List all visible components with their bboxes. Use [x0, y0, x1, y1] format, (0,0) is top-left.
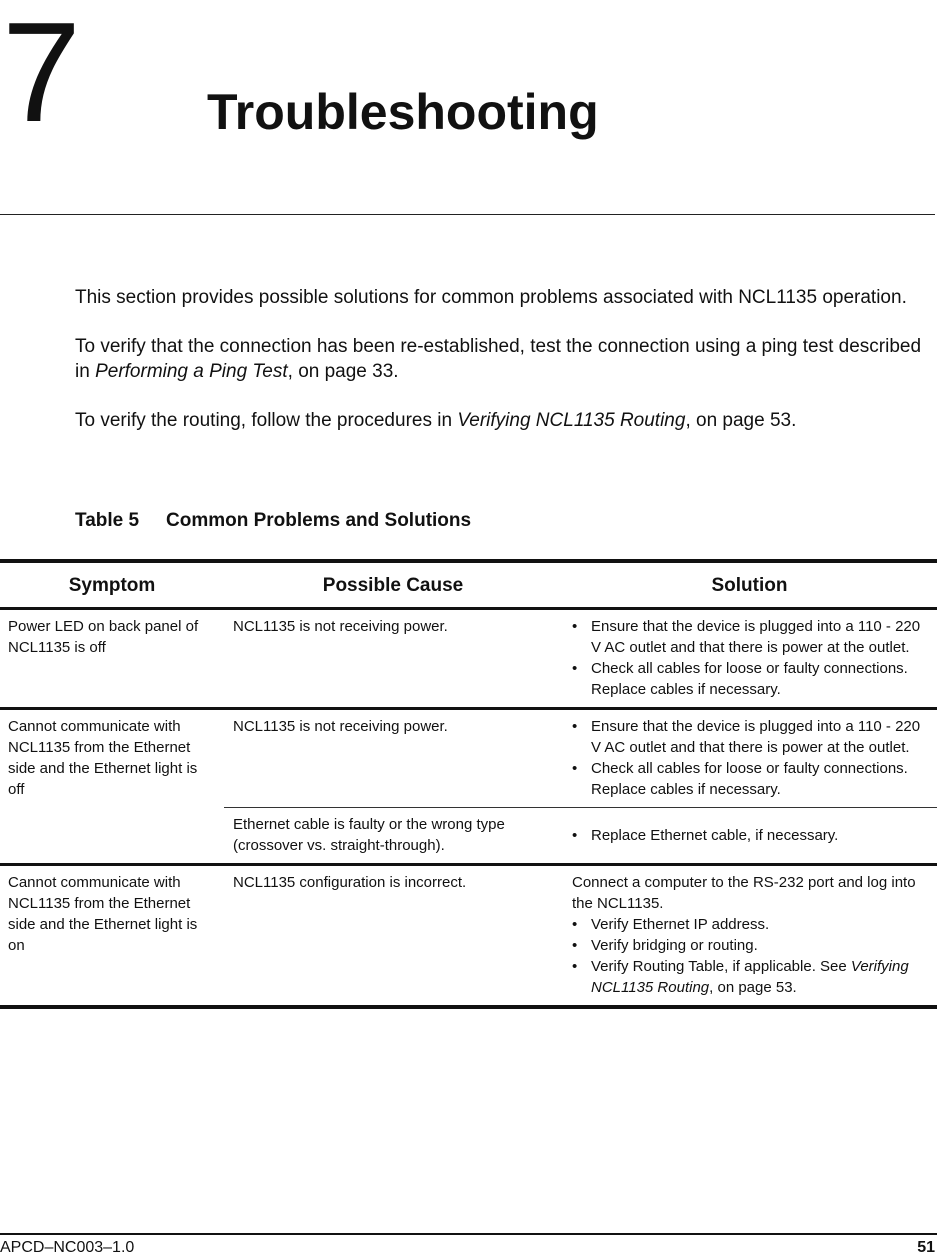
table-title: Common Problems and Solutions	[166, 510, 472, 531]
problems-table	[0, 559, 937, 1009]
solution-item: • Verify Ethernet IP address.	[572, 914, 933, 935]
document-id: APCD–NC003–1.0	[0, 1239, 135, 1256]
solution-item: • Check all cables for loose or faulty connections. Replace cables if necessary.	[572, 658, 933, 700]
text-run: To verify that the connection has been re-established, test the connection using a ping test described in	[75, 336, 922, 382]
text-run: Verify Routing Table, if applicable. See	[591, 958, 851, 975]
header-possible-cause: Possible Cause	[224, 561, 562, 609]
table-number: Table 5	[75, 510, 140, 531]
solution-item: • Verify bridging or routing.	[572, 935, 933, 956]
symptom-cell: Cannot communicate with NCL1135 from the Ethernet side and the Ethernet light is off	[0, 709, 224, 865]
page-number: 51	[917, 1239, 935, 1256]
intro-paragraph-ping	[75, 334, 925, 384]
cause-cell: NCL1135 is not receiving power.	[224, 609, 562, 709]
cause-cell: NCL1135 configuration is incorrect.	[224, 865, 562, 1008]
text-run: , on page 53.	[709, 979, 797, 996]
solution-item: • Check all cables for loose or faulty connections. Replace cables if necessary.	[572, 758, 933, 800]
header-symptom: Symptom	[0, 561, 224, 609]
solution-item: • Replace Ethernet cable, if necessary.	[572, 825, 933, 846]
intro-section	[75, 285, 925, 457]
cross-reference-link[interactable]: Verifying NCL1135 Routing	[457, 410, 686, 431]
solution-cell	[562, 609, 937, 709]
cause-cell: NCL1135 is not receiving power.	[224, 709, 562, 808]
solution-list	[572, 616, 933, 700]
header-solution: Solution	[562, 561, 937, 609]
symptom-cell: Power LED on back panel of NCL1135 is off	[0, 609, 224, 709]
table-row	[0, 709, 937, 808]
text-run: , on page 53.	[685, 410, 797, 431]
footer-divider	[0, 1233, 937, 1235]
chapter-number: 7	[2, 0, 81, 152]
solution-item: • Ensure that the device is plugged into a 110 - 220 V AC outlet and that there is power at the outlet.	[572, 716, 933, 758]
solution-item: • Ensure that the device is plugged into a 110 - 220 V AC outlet and that there is power at the outlet.	[572, 616, 933, 658]
table-row	[0, 865, 937, 1008]
table-row	[0, 609, 937, 709]
solution-intro: Connect a computer to the RS-232 port and log into the NCL1135.	[572, 874, 916, 912]
solution-list	[572, 914, 933, 998]
symptom-cell: Cannot communicate with NCL1135 from the Ethernet side and the Ethernet light is on	[0, 865, 224, 1008]
cross-reference-link[interactable]: Performing a Ping Test	[95, 361, 288, 382]
table-caption	[75, 510, 471, 532]
solution-cell	[562, 808, 937, 865]
chapter-divider	[0, 214, 935, 215]
solution-cell	[562, 709, 937, 808]
text-run: , on page 33.	[287, 361, 399, 382]
solution-cell	[562, 865, 937, 1008]
table-header-row	[0, 561, 937, 609]
chapter-title: Troubleshooting	[207, 84, 599, 140]
text-run: To verify the routing, follow the procedures in	[75, 410, 458, 431]
cross-reference-link[interactable]: Verifying NCL1135 Routing	[591, 958, 909, 996]
solution-item-with-link	[572, 956, 933, 998]
solution-list	[572, 825, 933, 846]
solution-list	[572, 716, 933, 800]
intro-paragraph: This section provides possible solutions for common problems associated with NCL1135 operation.	[75, 287, 907, 308]
cause-cell: Ethernet cable is faulty or the wrong type (crossover vs. straight-through).	[224, 808, 562, 865]
intro-paragraph-routing	[75, 408, 925, 433]
